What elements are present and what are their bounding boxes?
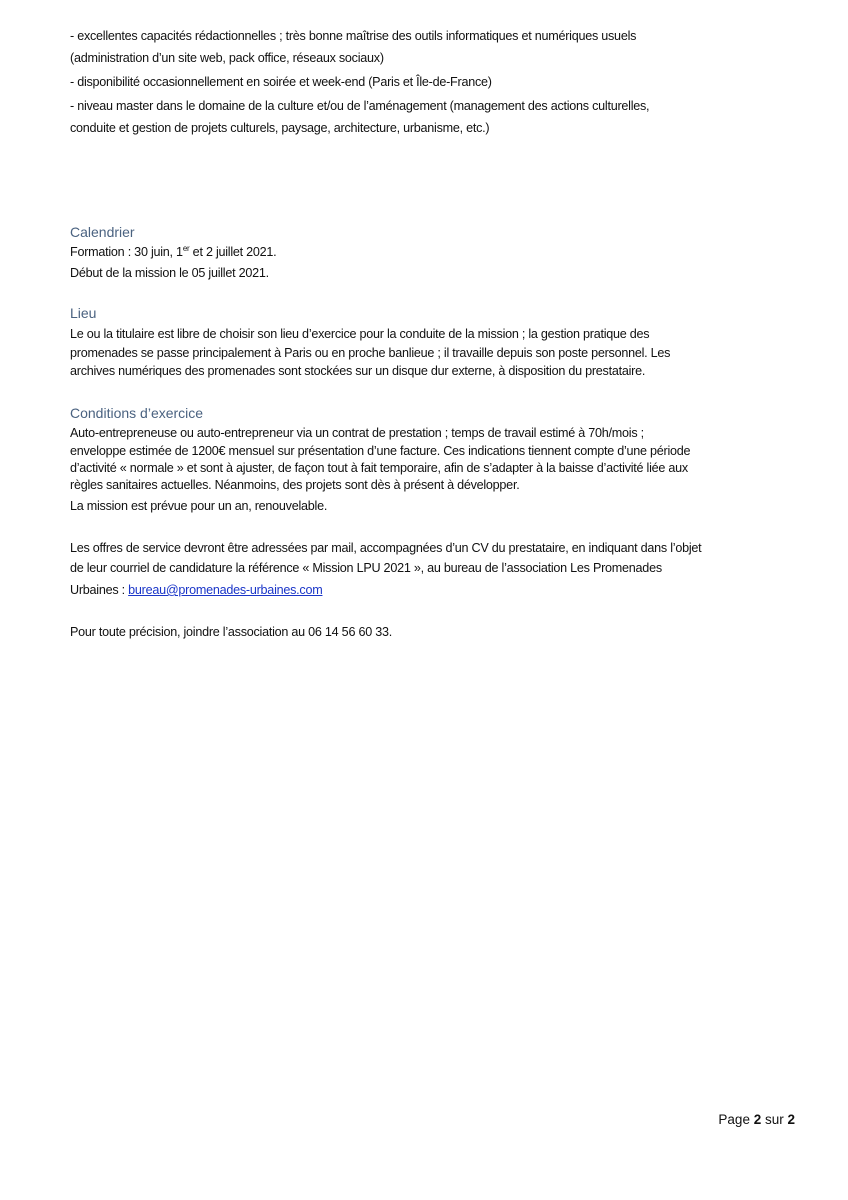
offres-line: Les offres de service devront être adressées par mail, accompagnées d’un CV du prestataire, en indiquant dans l’objet (70, 541, 702, 555)
conditions-line: règles sanitaires actuelles. Néanmoins, des projets sont dès à présent à développer. (70, 478, 520, 492)
conditions-heading: Conditions d’exercice (70, 405, 204, 421)
mission-start: Début de la mission le 05 juillet 2021. (70, 266, 269, 280)
offres-text: Urbaines : (70, 583, 129, 597)
requirement-line: (administration d’un site web, pack office, réseaux sociaux) (70, 51, 384, 65)
total-pages: 2 (787, 1112, 795, 1127)
lieu-heading: Lieu (70, 305, 97, 321)
conditions-line: d’activité « normale » et sont à ajuster, de façon tout à fait temporaire, afin de s’adapter à la baisse d’activité liée aux (70, 461, 688, 475)
page-number (718, 1112, 795, 1127)
page-label: Page (718, 1112, 754, 1127)
calendrier-heading: Calendrier (70, 224, 135, 240)
lieu-line: archives numériques des promenades sont stockées sur un disque dur externe, à disposition du prestataire. (70, 364, 646, 378)
lieu-line: Le ou la titulaire est libre de choisir son lieu d’exercice pour la conduite de la mission ; la gestion pratique des (70, 327, 650, 341)
current-page: 2 (753, 1112, 762, 1127)
contact-line: Pour toute précision, joindre l’association au 06 14 56 60 33. (70, 625, 392, 639)
conditions-line: La mission est prévue pour un an, renouvelable. (70, 499, 328, 513)
requirement-line: conduite et gestion de projets culturels, paysage, architecture, urbanisme, etc.) (70, 121, 490, 135)
page-sep: sur (761, 1112, 788, 1127)
email-link[interactable]: bureau@promenades-urbaines.com (128, 583, 323, 597)
superscript: er (182, 243, 190, 253)
formation-text: et 2 juillet 2021. (189, 245, 277, 259)
requirement-line: - excellentes capacités rédactionnelles ; très bonne maîtrise des outils informatiques et numériques usuels (70, 29, 637, 43)
offres-line (70, 581, 322, 599)
formation-text: Formation : 30 juin, 1 (70, 245, 183, 259)
offres-line: de leur courriel de candidature la référence « Mission LPU 2021 », au bureau de l’association Les Promenades (70, 561, 662, 575)
requirement-line: - disponibilité occasionnellement en soirée et week-end (Paris et Île-de-France) (70, 75, 492, 89)
formation-dates (70, 243, 276, 261)
lieu-line: promenades se passe principalement à Paris ou en proche banlieue ; il travaille depuis son poste personnel. Les (70, 346, 671, 360)
conditions-line: enveloppe estimée de 1200€ mensuel sur présentation d’une facture. Ces indications tiennent compte d’une période (70, 444, 691, 458)
requirement-line: - niveau master dans le domaine de la culture et/ou de l’aménagement (management des actions culturelles, (70, 99, 650, 113)
conditions-line: Auto-entrepreneuse ou auto-entrepreneur via un contrat de prestation ; temps de travail estimé à 70h/mois ; (70, 426, 644, 440)
